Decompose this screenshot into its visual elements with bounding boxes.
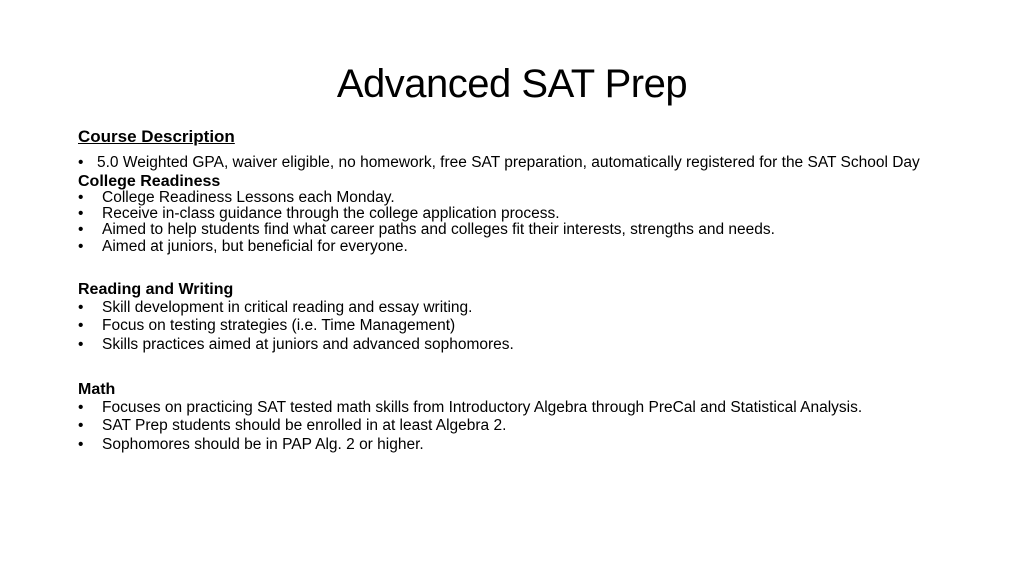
section-heading: College Readiness [78,173,221,190]
bullet-icon: • [78,417,84,435]
bullet-icon: • [78,435,84,453]
bullet-icon: • [78,189,84,206]
section-heading: Course Description [78,127,235,146]
list-item-text: Focuses on practicing SAT tested math skills from Introductory Algebra through PreCal and Statistical Analysis. [102,398,863,416]
bullet-icon: • [78,154,84,171]
bullet-icon: • [78,336,84,353]
list-item [78,222,958,238]
list-item-text: Skills practices aimed at juniors and advanced sophomores. [102,336,514,353]
bullet-list [78,155,958,171]
list-item-text: Aimed to help students find what career paths and colleges fit their interests, strengths and needs. [102,221,775,239]
list-item [78,399,958,418]
bullet-icon: • [78,205,84,223]
list-item-text: Skill development in critical reading and essay writing. [102,298,473,316]
bullet-icon: • [78,317,84,335]
section-course-description [78,126,958,171]
section-math [78,381,958,455]
bullet-icon: • [78,221,84,239]
list-item-text: 5.0 Weighted GPA, waiver eligible, no homework, free SAT preparation, automatically registered for the SAT School Day [97,154,920,171]
section-heading: Math [78,380,116,398]
list-item [78,299,958,318]
section-college-readiness [78,174,958,255]
bullet-list [78,399,958,455]
slide-content [78,126,958,454]
list-item-text: Sophomores should be in PAP Alg. 2 or higher. [102,435,424,453]
slide-title: Advanced SAT Prep [336,62,688,106]
list-item-text: Receive in-class guidance through the college application process. [102,205,560,223]
section-heading: Reading and Writing [78,280,234,298]
bullet-list [78,190,958,255]
list-item [78,436,958,455]
section-reading-writing [78,281,958,355]
bullet-icon: • [78,298,84,316]
list-item-text: Aimed at juniors, but beneficial for everyone. [102,237,408,255]
list-item [78,206,958,222]
list-item [78,155,958,171]
bullet-list [78,299,958,355]
list-item-text: Focus on testing strategies (i.e. Time Management) [102,317,456,335]
list-item-text: SAT Prep students should be enrolled in at least Algebra 2. [102,417,507,435]
bullet-icon: • [78,398,84,416]
list-item [78,336,958,355]
list-item-text: College Readiness Lessons each Monday. [102,189,395,206]
bullet-icon: • [78,237,84,255]
list-item [78,190,958,206]
list-item [78,417,958,436]
list-item [78,239,958,255]
list-item [78,317,958,336]
